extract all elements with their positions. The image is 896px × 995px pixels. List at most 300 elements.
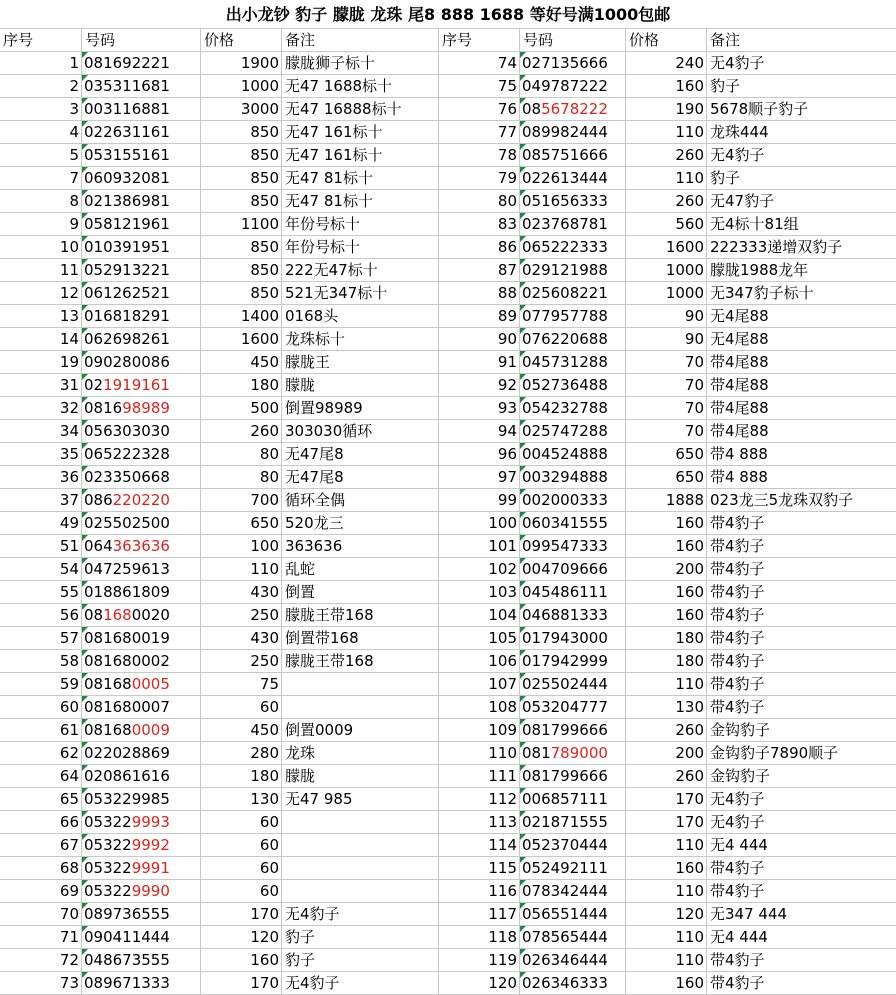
serial-cell-right[interactable]: 115 xyxy=(439,857,520,880)
serial-cell-left[interactable]: 34 xyxy=(0,420,82,443)
serial-cell-left[interactable]: 54 xyxy=(0,558,82,581)
note-cell-right[interactable]: 带4尾88 xyxy=(707,351,896,374)
note-cell-right[interactable]: 无4标十81组 xyxy=(707,213,896,236)
serial-cell-right[interactable]: 116 xyxy=(439,880,520,903)
code-cell-right[interactable] xyxy=(520,466,626,489)
code-cell-left[interactable] xyxy=(82,880,201,903)
code-cell-left[interactable] xyxy=(82,121,201,144)
serial-cell-left[interactable]: 51 xyxy=(0,535,82,558)
note-cell-left[interactable]: 倒置98989 xyxy=(282,397,439,420)
price-cell-right[interactable]: 160 xyxy=(626,857,707,880)
header-note-left[interactable]: 备注 xyxy=(282,29,439,52)
price-cell-left[interactable]: 180 xyxy=(201,374,282,397)
code-cell-left[interactable] xyxy=(82,696,201,719)
serial-cell-left[interactable]: 65 xyxy=(0,788,82,811)
serial-cell-right[interactable]: 80 xyxy=(439,190,520,213)
price-cell-left[interactable]: 100 xyxy=(201,535,282,558)
price-cell-right[interactable]: 650 xyxy=(626,466,707,489)
note-cell-right[interactable]: 带4豹子 xyxy=(707,512,896,535)
code-cell-left[interactable] xyxy=(82,75,201,98)
serial-cell-right[interactable]: 113 xyxy=(439,811,520,834)
price-cell-left[interactable]: 80 xyxy=(201,443,282,466)
price-cell-left[interactable]: 700 xyxy=(201,489,282,512)
price-cell-left[interactable]: 500 xyxy=(201,397,282,420)
price-cell-right[interactable]: 110 xyxy=(626,673,707,696)
note-cell-left[interactable]: 无47 161标十 xyxy=(282,144,439,167)
price-cell-right[interactable]: 160 xyxy=(626,972,707,995)
serial-cell-right[interactable]: 78 xyxy=(439,144,520,167)
note-cell-right[interactable]: 222333递增双豹子 xyxy=(707,236,896,259)
code-cell-right[interactable] xyxy=(520,627,626,650)
price-cell-right[interactable]: 110 xyxy=(626,949,707,972)
serial-cell-right[interactable]: 107 xyxy=(439,673,520,696)
serial-cell-left[interactable]: 3 xyxy=(0,98,82,121)
price-cell-left[interactable]: 1100 xyxy=(201,213,282,236)
note-cell-right[interactable]: 023龙三5龙珠双豹子 xyxy=(707,489,896,512)
code-cell-left[interactable] xyxy=(82,144,201,167)
note-cell-right[interactable]: 金钩豹子7890顺子 xyxy=(707,742,896,765)
serial-cell-left[interactable]: 66 xyxy=(0,811,82,834)
price-cell-right[interactable]: 650 xyxy=(626,443,707,466)
price-cell-right[interactable]: 1888 xyxy=(626,489,707,512)
serial-cell-left[interactable]: 60 xyxy=(0,696,82,719)
note-cell-left[interactable]: 无4豹子 xyxy=(282,903,439,926)
serial-cell-right[interactable]: 99 xyxy=(439,489,520,512)
note-cell-left[interactable]: 倒置0009 xyxy=(282,719,439,742)
code-cell-left[interactable] xyxy=(82,972,201,995)
note-cell-left[interactable]: 倒置带168 xyxy=(282,627,439,650)
code-cell-right[interactable] xyxy=(520,328,626,351)
serial-cell-left[interactable]: 11 xyxy=(0,259,82,282)
code-cell-left[interactable] xyxy=(82,742,201,765)
note-cell-left[interactable]: 龙珠 xyxy=(282,742,439,765)
code-cell-right[interactable] xyxy=(520,880,626,903)
note-cell-left[interactable]: 无47尾8 xyxy=(282,466,439,489)
serial-cell-right[interactable]: 94 xyxy=(439,420,520,443)
serial-cell-left[interactable]: 32 xyxy=(0,397,82,420)
price-cell-right[interactable]: 1000 xyxy=(626,259,707,282)
serial-cell-left[interactable]: 73 xyxy=(0,972,82,995)
serial-cell-right[interactable]: 92 xyxy=(439,374,520,397)
header-note-right[interactable]: 备注 xyxy=(707,29,896,52)
note-cell-left[interactable]: 乱蛇 xyxy=(282,558,439,581)
note-cell-left[interactable]: 豹子 xyxy=(282,926,439,949)
note-cell-right[interactable]: 带4尾88 xyxy=(707,374,896,397)
note-cell-left[interactable]: 朦胧王 xyxy=(282,351,439,374)
code-cell-right[interactable] xyxy=(520,259,626,282)
note-cell-left[interactable]: 无47 161标十 xyxy=(282,121,439,144)
serial-cell-right[interactable]: 109 xyxy=(439,719,520,742)
price-cell-right[interactable]: 240 xyxy=(626,52,707,75)
price-cell-left[interactable]: 160 xyxy=(201,949,282,972)
price-cell-left[interactable]: 130 xyxy=(201,788,282,811)
serial-cell-left[interactable]: 19 xyxy=(0,351,82,374)
price-cell-left[interactable]: 1400 xyxy=(201,305,282,328)
price-cell-left[interactable]: 170 xyxy=(201,972,282,995)
code-cell-left[interactable] xyxy=(82,673,201,696)
note-cell-right[interactable]: 无4 444 xyxy=(707,834,896,857)
price-cell-left[interactable]: 250 xyxy=(201,650,282,673)
serial-cell-left[interactable]: 37 xyxy=(0,489,82,512)
note-cell-left[interactable]: 朦胧王带168 xyxy=(282,650,439,673)
price-cell-left[interactable]: 850 xyxy=(201,236,282,259)
note-cell-right[interactable]: 带4豹子 xyxy=(707,857,896,880)
code-cell-right[interactable] xyxy=(520,144,626,167)
code-cell-left[interactable] xyxy=(82,581,201,604)
note-cell-right[interactable]: 5678顺子豹子 xyxy=(707,98,896,121)
serial-cell-left[interactable]: 64 xyxy=(0,765,82,788)
code-cell-right[interactable] xyxy=(520,236,626,259)
note-cell-left[interactable]: 521无347标十 xyxy=(282,282,439,305)
code-cell-left[interactable] xyxy=(82,259,201,282)
code-cell-right[interactable] xyxy=(520,650,626,673)
code-cell-right[interactable] xyxy=(520,949,626,972)
note-cell-right[interactable]: 无347 444 xyxy=(707,903,896,926)
serial-cell-right[interactable]: 88 xyxy=(439,282,520,305)
price-cell-right[interactable]: 110 xyxy=(626,121,707,144)
note-cell-left[interactable]: 0168头 xyxy=(282,305,439,328)
price-cell-left[interactable]: 850 xyxy=(201,121,282,144)
note-cell-left[interactable]: 363636 xyxy=(282,535,439,558)
price-cell-right[interactable]: 260 xyxy=(626,144,707,167)
note-cell-left[interactable]: 无47 1688标十 xyxy=(282,75,439,98)
serial-cell-right[interactable]: 114 xyxy=(439,834,520,857)
code-cell-right[interactable] xyxy=(520,811,626,834)
note-cell-right[interactable]: 带4豹子 xyxy=(707,972,896,995)
price-cell-right[interactable]: 190 xyxy=(626,98,707,121)
code-cell-right[interactable] xyxy=(520,742,626,765)
code-cell-right[interactable] xyxy=(520,926,626,949)
serial-cell-left[interactable]: 12 xyxy=(0,282,82,305)
header-price-left[interactable]: 价格 xyxy=(201,29,282,52)
note-cell-left[interactable]: 无47 81标十 xyxy=(282,190,439,213)
serial-cell-right[interactable]: 100 xyxy=(439,512,520,535)
code-cell-left[interactable] xyxy=(82,328,201,351)
serial-cell-right[interactable]: 101 xyxy=(439,535,520,558)
code-cell-right[interactable] xyxy=(520,282,626,305)
note-cell-right[interactable]: 豹子 xyxy=(707,75,896,98)
price-cell-left[interactable]: 430 xyxy=(201,627,282,650)
price-cell-right[interactable]: 120 xyxy=(626,903,707,926)
note-cell-left[interactable]: 520龙三 xyxy=(282,512,439,535)
price-cell-left[interactable]: 650 xyxy=(201,512,282,535)
serial-cell-left[interactable]: 49 xyxy=(0,512,82,535)
note-cell-left[interactable] xyxy=(282,673,439,696)
code-cell-right[interactable] xyxy=(520,765,626,788)
note-cell-right[interactable]: 龙珠444 xyxy=(707,121,896,144)
code-cell-left[interactable] xyxy=(82,650,201,673)
note-cell-left[interactable]: 朦胧狮子标十 xyxy=(282,52,439,75)
note-cell-right[interactable]: 朦胧1988龙年 xyxy=(707,259,896,282)
note-cell-left[interactable] xyxy=(282,834,439,857)
code-cell-right[interactable] xyxy=(520,972,626,995)
note-cell-right[interactable]: 无4尾88 xyxy=(707,328,896,351)
serial-cell-right[interactable]: 106 xyxy=(439,650,520,673)
serial-cell-right[interactable]: 112 xyxy=(439,788,520,811)
code-cell-left[interactable] xyxy=(82,719,201,742)
code-cell-left[interactable] xyxy=(82,489,201,512)
serial-cell-right[interactable]: 90 xyxy=(439,328,520,351)
price-cell-left[interactable]: 60 xyxy=(201,857,282,880)
serial-cell-right[interactable]: 108 xyxy=(439,696,520,719)
note-cell-right[interactable]: 带4豹子 xyxy=(707,650,896,673)
serial-cell-right[interactable]: 102 xyxy=(439,558,520,581)
note-cell-right[interactable]: 带4豹子 xyxy=(707,627,896,650)
note-cell-right[interactable]: 带4豹子 xyxy=(707,558,896,581)
serial-cell-left[interactable]: 2 xyxy=(0,75,82,98)
serial-cell-right[interactable]: 96 xyxy=(439,443,520,466)
code-cell-left[interactable] xyxy=(82,949,201,972)
code-cell-left[interactable] xyxy=(82,420,201,443)
code-cell-left[interactable] xyxy=(82,926,201,949)
serial-cell-left[interactable]: 4 xyxy=(0,121,82,144)
price-cell-right[interactable]: 160 xyxy=(626,581,707,604)
price-cell-left[interactable]: 450 xyxy=(201,719,282,742)
code-cell-left[interactable] xyxy=(82,558,201,581)
note-cell-left[interactable] xyxy=(282,811,439,834)
note-cell-left[interactable]: 303030循环 xyxy=(282,420,439,443)
note-cell-right[interactable]: 金钩豹子 xyxy=(707,765,896,788)
note-cell-right[interactable]: 带4豹子 xyxy=(707,949,896,972)
price-cell-right[interactable]: 110 xyxy=(626,926,707,949)
code-cell-right[interactable] xyxy=(520,512,626,535)
code-cell-right[interactable] xyxy=(520,52,626,75)
code-cell-left[interactable] xyxy=(82,604,201,627)
serial-cell-right[interactable]: 74 xyxy=(439,52,520,75)
price-cell-left[interactable]: 1600 xyxy=(201,328,282,351)
note-cell-left[interactable]: 无47 16888标十 xyxy=(282,98,439,121)
note-cell-left[interactable] xyxy=(282,880,439,903)
price-cell-left[interactable]: 850 xyxy=(201,259,282,282)
note-cell-right[interactable]: 无347豹子标十 xyxy=(707,282,896,305)
code-cell-left[interactable] xyxy=(82,535,201,558)
note-cell-left[interactable]: 循环全偶 xyxy=(282,489,439,512)
serial-cell-left[interactable]: 5 xyxy=(0,144,82,167)
serial-cell-left[interactable]: 67 xyxy=(0,834,82,857)
note-cell-left[interactable]: 朦胧 xyxy=(282,765,439,788)
note-cell-right[interactable]: 无4豹子 xyxy=(707,52,896,75)
code-cell-left[interactable] xyxy=(82,213,201,236)
code-cell-left[interactable] xyxy=(82,351,201,374)
code-cell-left[interactable] xyxy=(82,834,201,857)
code-cell-right[interactable] xyxy=(520,857,626,880)
code-cell-right[interactable] xyxy=(520,305,626,328)
note-cell-left[interactable]: 朦胧 xyxy=(282,374,439,397)
serial-cell-left[interactable]: 70 xyxy=(0,903,82,926)
code-cell-right[interactable] xyxy=(520,535,626,558)
price-cell-left[interactable]: 450 xyxy=(201,351,282,374)
price-cell-right[interactable]: 160 xyxy=(626,512,707,535)
price-cell-left[interactable]: 280 xyxy=(201,742,282,765)
serial-cell-left[interactable]: 7 xyxy=(0,167,82,190)
code-cell-left[interactable] xyxy=(82,512,201,535)
serial-cell-right[interactable]: 79 xyxy=(439,167,520,190)
code-cell-right[interactable] xyxy=(520,719,626,742)
serial-cell-right[interactable]: 120 xyxy=(439,972,520,995)
header-no-right[interactable]: 序号 xyxy=(439,29,520,52)
price-cell-right[interactable]: 200 xyxy=(626,558,707,581)
serial-cell-left[interactable]: 35 xyxy=(0,443,82,466)
price-cell-left[interactable]: 1900 xyxy=(201,52,282,75)
price-cell-right[interactable]: 90 xyxy=(626,305,707,328)
code-cell-left[interactable] xyxy=(82,282,201,305)
note-cell-right[interactable]: 带4 888 xyxy=(707,443,896,466)
code-cell-left[interactable] xyxy=(82,167,201,190)
code-cell-right[interactable] xyxy=(520,903,626,926)
price-cell-right[interactable]: 170 xyxy=(626,811,707,834)
serial-cell-left[interactable]: 14 xyxy=(0,328,82,351)
note-cell-right[interactable]: 无4豹子 xyxy=(707,788,896,811)
note-cell-left[interactable]: 豹子 xyxy=(282,949,439,972)
code-cell-left[interactable] xyxy=(82,466,201,489)
serial-cell-left[interactable]: 31 xyxy=(0,374,82,397)
price-cell-right[interactable]: 90 xyxy=(626,328,707,351)
code-cell-left[interactable] xyxy=(82,98,201,121)
serial-cell-right[interactable]: 93 xyxy=(439,397,520,420)
price-cell-right[interactable]: 170 xyxy=(626,788,707,811)
header-code-right[interactable]: 号码 xyxy=(520,29,626,52)
price-cell-left[interactable]: 60 xyxy=(201,811,282,834)
price-cell-right[interactable]: 110 xyxy=(626,880,707,903)
price-cell-right[interactable]: 160 xyxy=(626,75,707,98)
code-cell-left[interactable] xyxy=(82,443,201,466)
code-cell-right[interactable] xyxy=(520,489,626,512)
price-cell-right[interactable]: 1600 xyxy=(626,236,707,259)
price-cell-left[interactable]: 180 xyxy=(201,765,282,788)
note-cell-left[interactable]: 倒置 xyxy=(282,581,439,604)
note-cell-right[interactable]: 带4豹子 xyxy=(707,581,896,604)
price-cell-left[interactable]: 120 xyxy=(201,926,282,949)
code-cell-left[interactable] xyxy=(82,397,201,420)
serial-cell-left[interactable]: 8 xyxy=(0,190,82,213)
code-cell-left[interactable] xyxy=(82,857,201,880)
note-cell-left[interactable]: 无47尾8 xyxy=(282,443,439,466)
price-cell-right[interactable]: 130 xyxy=(626,696,707,719)
code-cell-right[interactable] xyxy=(520,604,626,627)
code-cell-left[interactable] xyxy=(82,374,201,397)
code-cell-right[interactable] xyxy=(520,696,626,719)
code-cell-right[interactable] xyxy=(520,558,626,581)
price-cell-left[interactable]: 75 xyxy=(201,673,282,696)
serial-cell-right[interactable]: 111 xyxy=(439,765,520,788)
note-cell-right[interactable]: 豹子 xyxy=(707,167,896,190)
note-cell-right[interactable]: 无4尾88 xyxy=(707,305,896,328)
serial-cell-left[interactable]: 62 xyxy=(0,742,82,765)
code-cell-left[interactable] xyxy=(82,627,201,650)
note-cell-left[interactable]: 年份号标十 xyxy=(282,213,439,236)
serial-cell-right[interactable]: 77 xyxy=(439,121,520,144)
serial-cell-left[interactable]: 36 xyxy=(0,466,82,489)
price-cell-right[interactable]: 160 xyxy=(626,535,707,558)
note-cell-left[interactable]: 无47 985 xyxy=(282,788,439,811)
serial-cell-right[interactable]: 75 xyxy=(439,75,520,98)
price-cell-right[interactable]: 110 xyxy=(626,167,707,190)
code-cell-left[interactable] xyxy=(82,765,201,788)
price-cell-left[interactable]: 1000 xyxy=(201,75,282,98)
note-cell-right[interactable]: 带4豹子 xyxy=(707,696,896,719)
price-cell-left[interactable]: 430 xyxy=(201,581,282,604)
price-cell-right[interactable]: 260 xyxy=(626,190,707,213)
price-cell-left[interactable]: 170 xyxy=(201,903,282,926)
note-cell-right[interactable]: 无4豹子 xyxy=(707,144,896,167)
price-cell-left[interactable]: 850 xyxy=(201,167,282,190)
serial-cell-left[interactable]: 61 xyxy=(0,719,82,742)
serial-cell-left[interactable]: 69 xyxy=(0,880,82,903)
code-cell-right[interactable] xyxy=(520,397,626,420)
serial-cell-right[interactable]: 110 xyxy=(439,742,520,765)
price-cell-right[interactable]: 70 xyxy=(626,374,707,397)
serial-cell-left[interactable]: 56 xyxy=(0,604,82,627)
serial-cell-right[interactable]: 83 xyxy=(439,213,520,236)
note-cell-right[interactable]: 带4豹子 xyxy=(707,535,896,558)
price-cell-right[interactable]: 1000 xyxy=(626,282,707,305)
serial-cell-right[interactable]: 76 xyxy=(439,98,520,121)
code-cell-right[interactable] xyxy=(520,167,626,190)
code-cell-right[interactable] xyxy=(520,834,626,857)
note-cell-left[interactable] xyxy=(282,696,439,719)
note-cell-right[interactable]: 带4尾88 xyxy=(707,420,896,443)
serial-cell-left[interactable]: 1 xyxy=(0,52,82,75)
note-cell-left[interactable]: 无47 81标十 xyxy=(282,167,439,190)
code-cell-right[interactable] xyxy=(520,75,626,98)
code-cell-right[interactable] xyxy=(520,673,626,696)
code-cell-left[interactable] xyxy=(82,305,201,328)
code-cell-right[interactable] xyxy=(520,213,626,236)
code-cell-right[interactable] xyxy=(520,788,626,811)
price-cell-right[interactable]: 260 xyxy=(626,765,707,788)
serial-cell-left[interactable]: 71 xyxy=(0,926,82,949)
code-cell-right[interactable] xyxy=(520,351,626,374)
price-cell-left[interactable]: 60 xyxy=(201,834,282,857)
price-cell-right[interactable]: 260 xyxy=(626,719,707,742)
note-cell-right[interactable]: 无4 444 xyxy=(707,926,896,949)
price-cell-left[interactable]: 850 xyxy=(201,282,282,305)
price-cell-right[interactable]: 160 xyxy=(626,604,707,627)
note-cell-right[interactable]: 带4豹子 xyxy=(707,604,896,627)
note-cell-right[interactable]: 带4豹子 xyxy=(707,880,896,903)
code-cell-left[interactable] xyxy=(82,190,201,213)
code-cell-right[interactable] xyxy=(520,121,626,144)
serial-cell-left[interactable]: 57 xyxy=(0,627,82,650)
price-cell-right[interactable]: 70 xyxy=(626,420,707,443)
serial-cell-right[interactable]: 86 xyxy=(439,236,520,259)
note-cell-right[interactable]: 带4豹子 xyxy=(707,673,896,696)
code-cell-left[interactable] xyxy=(82,236,201,259)
serial-cell-right[interactable]: 105 xyxy=(439,627,520,650)
price-cell-left[interactable]: 850 xyxy=(201,190,282,213)
serial-cell-left[interactable]: 9 xyxy=(0,213,82,236)
price-cell-left[interactable]: 80 xyxy=(201,466,282,489)
code-cell-right[interactable] xyxy=(520,420,626,443)
price-cell-right[interactable]: 180 xyxy=(626,650,707,673)
price-cell-right[interactable]: 180 xyxy=(626,627,707,650)
note-cell-right[interactable]: 带4尾88 xyxy=(707,397,896,420)
serial-cell-left[interactable]: 13 xyxy=(0,305,82,328)
code-cell-left[interactable] xyxy=(82,903,201,926)
code-cell-left[interactable] xyxy=(82,788,201,811)
note-cell-right[interactable]: 带4 888 xyxy=(707,466,896,489)
price-cell-right[interactable]: 560 xyxy=(626,213,707,236)
code-cell-left[interactable] xyxy=(82,52,201,75)
price-cell-right[interactable]: 110 xyxy=(626,834,707,857)
serial-cell-left[interactable]: 55 xyxy=(0,581,82,604)
note-cell-left[interactable]: 朦胧王带168 xyxy=(282,604,439,627)
code-cell-left[interactable] xyxy=(82,811,201,834)
price-cell-right[interactable]: 70 xyxy=(626,351,707,374)
serial-cell-right[interactable]: 118 xyxy=(439,926,520,949)
price-cell-left[interactable]: 850 xyxy=(201,144,282,167)
price-cell-left[interactable]: 260 xyxy=(201,420,282,443)
